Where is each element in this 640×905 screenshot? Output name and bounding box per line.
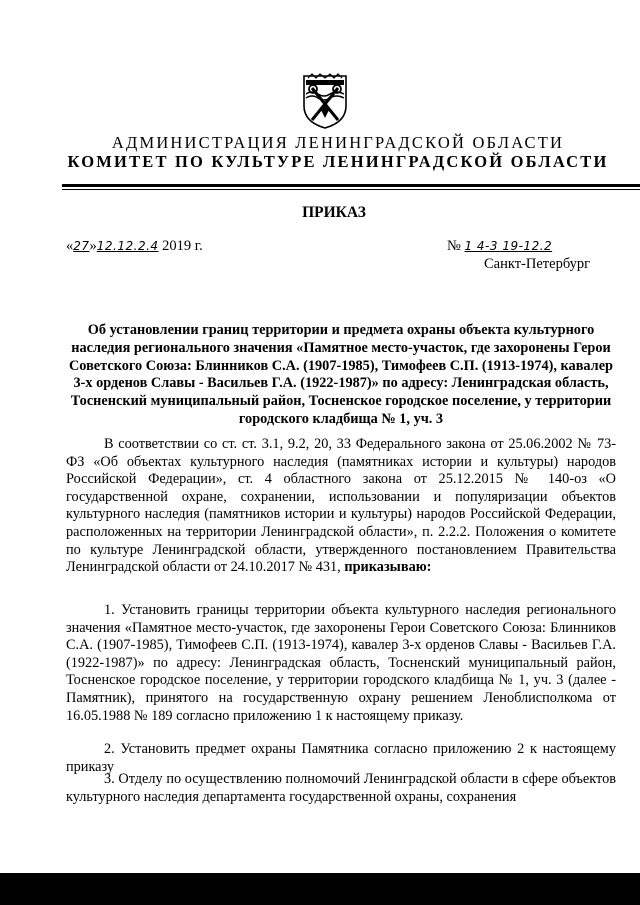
order-item-2: 2. Установить предмет охраны Памятника согласно приложению 2 к настоящему приказу [66, 741, 616, 775]
date-day: 27 [73, 239, 90, 253]
date-year: 2019 г. [162, 238, 203, 254]
preamble-text: В соответствии со ст. ст. 3.1, 9.2, 20, 33 Федерального закона от 25.06.2002 № 73-ФЗ «Об объектах культурного наследия (памятниках истории и культуры) народов Российской Федерации», ст. 4 областного закона от 25.12.2015 № 140-оз «О государственной охране, сохранении, использовании и популяризации объектов культурного наследия (памятников истории и культуры) народов Российской Федерации, расположенных на территории Ленинградской области», п. 2.2.2. Положения о комитете по культуре Ленинградской области, утвержденного постановлением Правительства Ленинградской области от 24.10.2017 № 431, [66, 436, 616, 576]
order-subject: Об установлении границ территории и предмета охраны объекта культурного наследия регионального значения «Памятное место-участок, где захоронены Герои Советского Союза: Блинников С.А. (1907-1985), Тимофеев С.П. (1913-1974), кавалер 3-х орденов Славы - Васильев Г.А. (1922-1987)» по адресу: Ленинградская область, Тосненский муниципальный район, Тосненское городское поселение, у территории городского кладбища № 1, уч. 3 [68, 322, 614, 427]
preamble-paragraph [66, 436, 616, 577]
scan-bottom-edge [0, 873, 640, 905]
document-title: ПРИКАЗ [302, 204, 366, 221]
order-item-3: 3. Отделу по осуществлению полномочий Ленинградской области в сфере объектов культурного наследия департамента государственной охраны, сохранения [66, 771, 616, 805]
number-value: 1 4-3 19-12.2 [464, 239, 553, 253]
header-rule-thick [62, 184, 640, 187]
date-month: 12.12.2.4 [96, 239, 159, 253]
city: Санкт-Петербург [484, 256, 591, 272]
order-word: приказываю: [344, 559, 432, 576]
order-date [66, 238, 203, 255]
order-number [447, 238, 552, 255]
number-label: № [447, 238, 461, 254]
date-close-quote: » [89, 238, 97, 254]
date-open-quote: « [66, 238, 74, 254]
committee-name: КОМИТЕТ ПО КУЛЬТУРЕ ЛЕНИНГРАДСКОЙ ОБЛАСТИ [67, 152, 609, 171]
order-item-1: 1. Установить границы территории объекта культурного наследия регионального значения «Памятное место-участок, где захоронены Герои Советского Союза: Блинников С.А. (1907-1985), Тимофеев С.П. (1913-1974), кавалер 3-х орденов Славы - Васильев Г.А. (1922-1987)» по адресу: Ленинградская область, Тосненский муниципальный район, Тосненское городское поселение, у территории городского кладбища № 1, уч. 3 (далее - Памятник), принятого на государственную охрану решением Леноблисполкома от 16.05.1988 № 189 согласно приложению 1 к настоящему приказу. [66, 602, 616, 724]
agency-name: АДМИНИСТРАЦИЯ ЛЕНИНГРАДСКОЙ ОБЛАСТИ [111, 133, 565, 152]
coat-of-arms-emblem [300, 72, 350, 130]
header-rule-thin [62, 189, 640, 190]
